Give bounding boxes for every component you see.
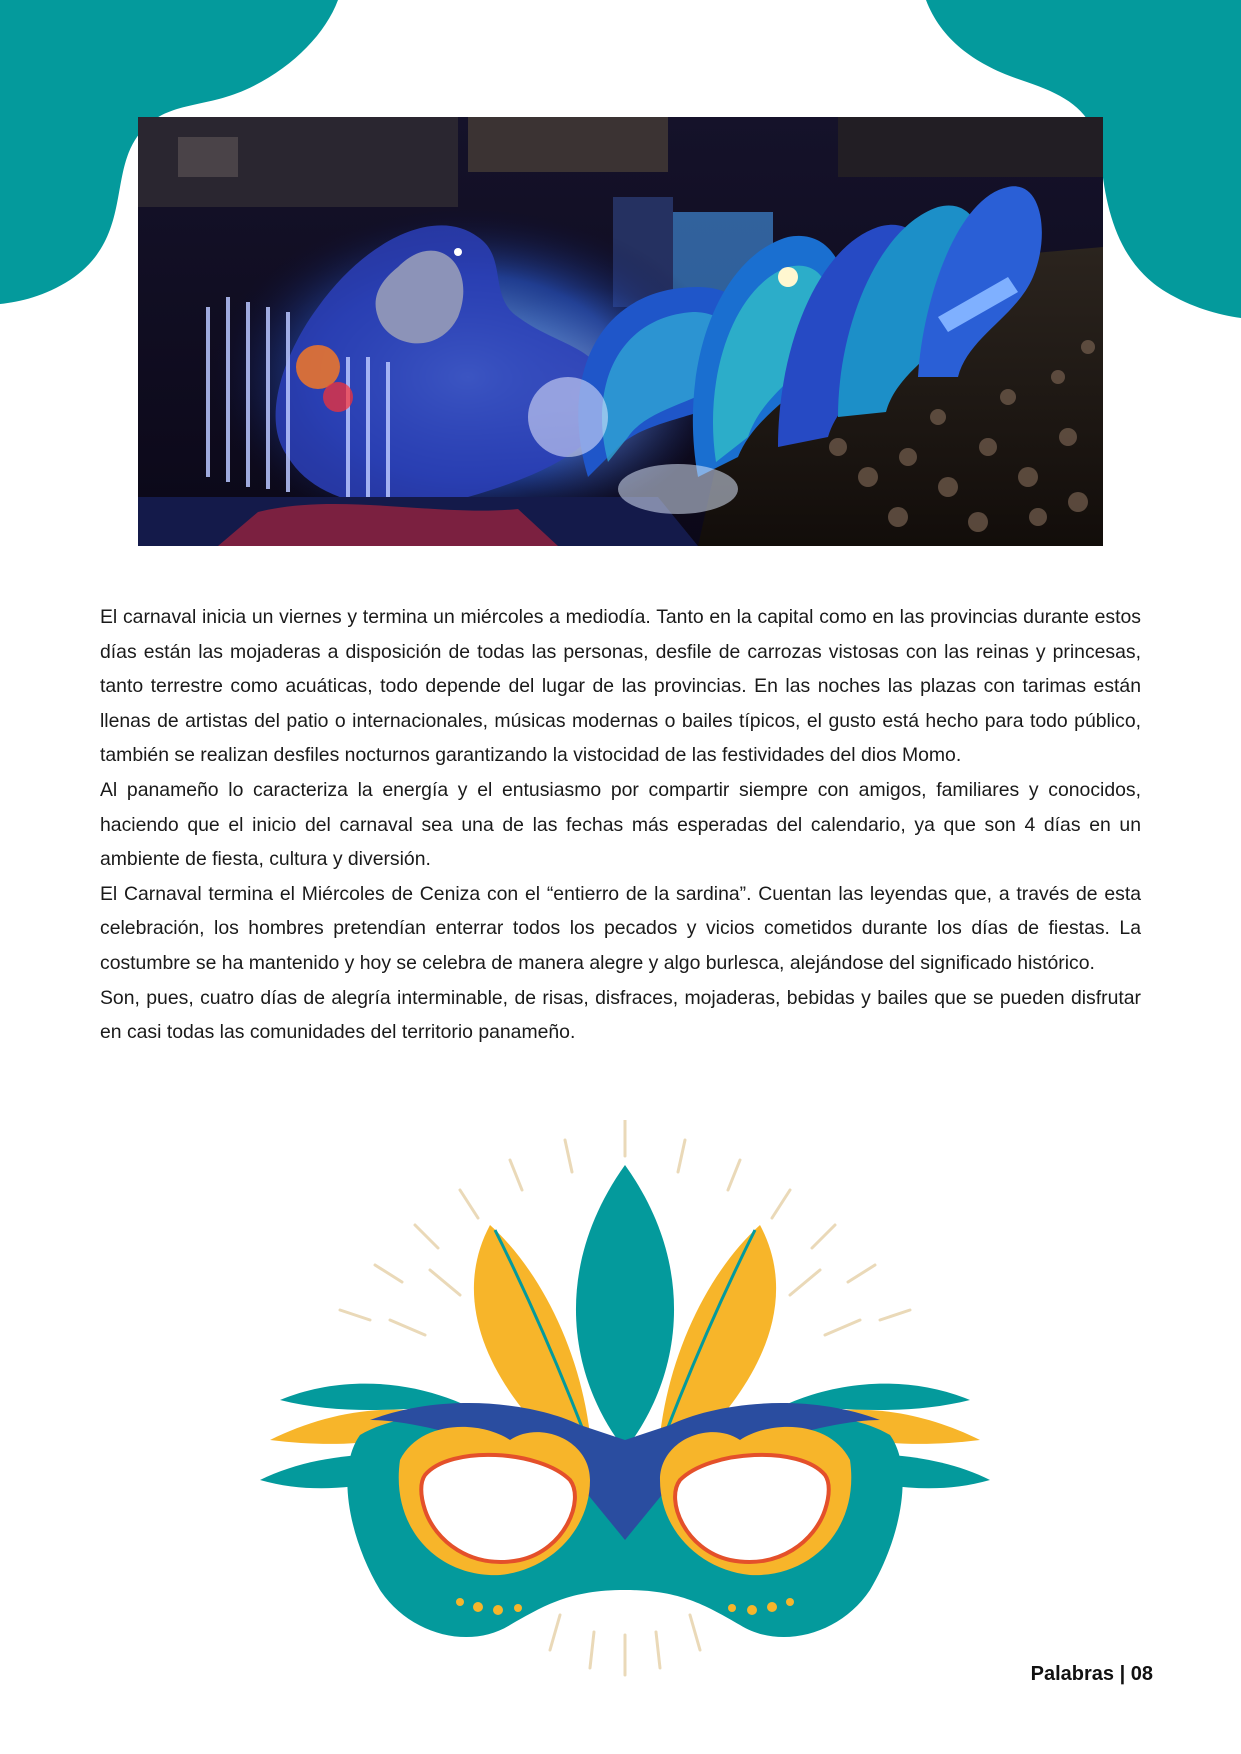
paragraph-2: Al panameño lo caracteriza la energía y el entusiasmo por compartir siempre con amigos, familiares y conocidos, haciendo que el inicio del carnaval sea una de las fechas más esperadas del calendario, ya que son 4 días en un ambiente de fiesta, cultura y diversión. bbox=[100, 778, 1141, 871]
paragraph-3: El Carnaval termina el Miércoles de Ceniza con el “entierro de la sardina”. Cuentan las leyendas que, a través de esta celebración, los hombres pretendían enterrar todos los pecados y vicios cometidos durante los días de fiestas. La costumbre se ha mantenido y hoy se celebra de manera alegre y algo burlesca, alejándose del significado histórico. bbox=[100, 882, 1141, 974]
paragraph-1: El carnaval inicia un viernes y termina un miércoles a mediodía. Tanto en la capital como en las provincias durante estos días están las mojaderas a disposición de todas las personas, desfile de carrozas vistosas con las reinas y princesas, tanto terrestre como acuáticas, todo depende del lugar de las provincias. En las noches las plazas con tarimas están llenas de artistas del patio o internacionales, músicas modernas o bailes típicos, el gusto está hecho para todo público, también se realizan desfiles nocturnos garantizando la vistocidad de las festividades del dios Momo. bbox=[100, 606, 1141, 767]
paragraph-4: Son, pues, cuatro días de alegría interminable, de risas, disfraces, mojaderas, bebidas y bailes que se pueden disfrutar en casi todas las comunidades del territorio panameño. bbox=[100, 986, 1141, 1044]
article-body bbox=[100, 600, 1141, 1050]
carnival-mask-illustration bbox=[250, 1120, 1000, 1680]
page-footer: Palabras | 08 bbox=[1030, 1663, 1153, 1685]
carnival-float-photo bbox=[138, 117, 1103, 546]
